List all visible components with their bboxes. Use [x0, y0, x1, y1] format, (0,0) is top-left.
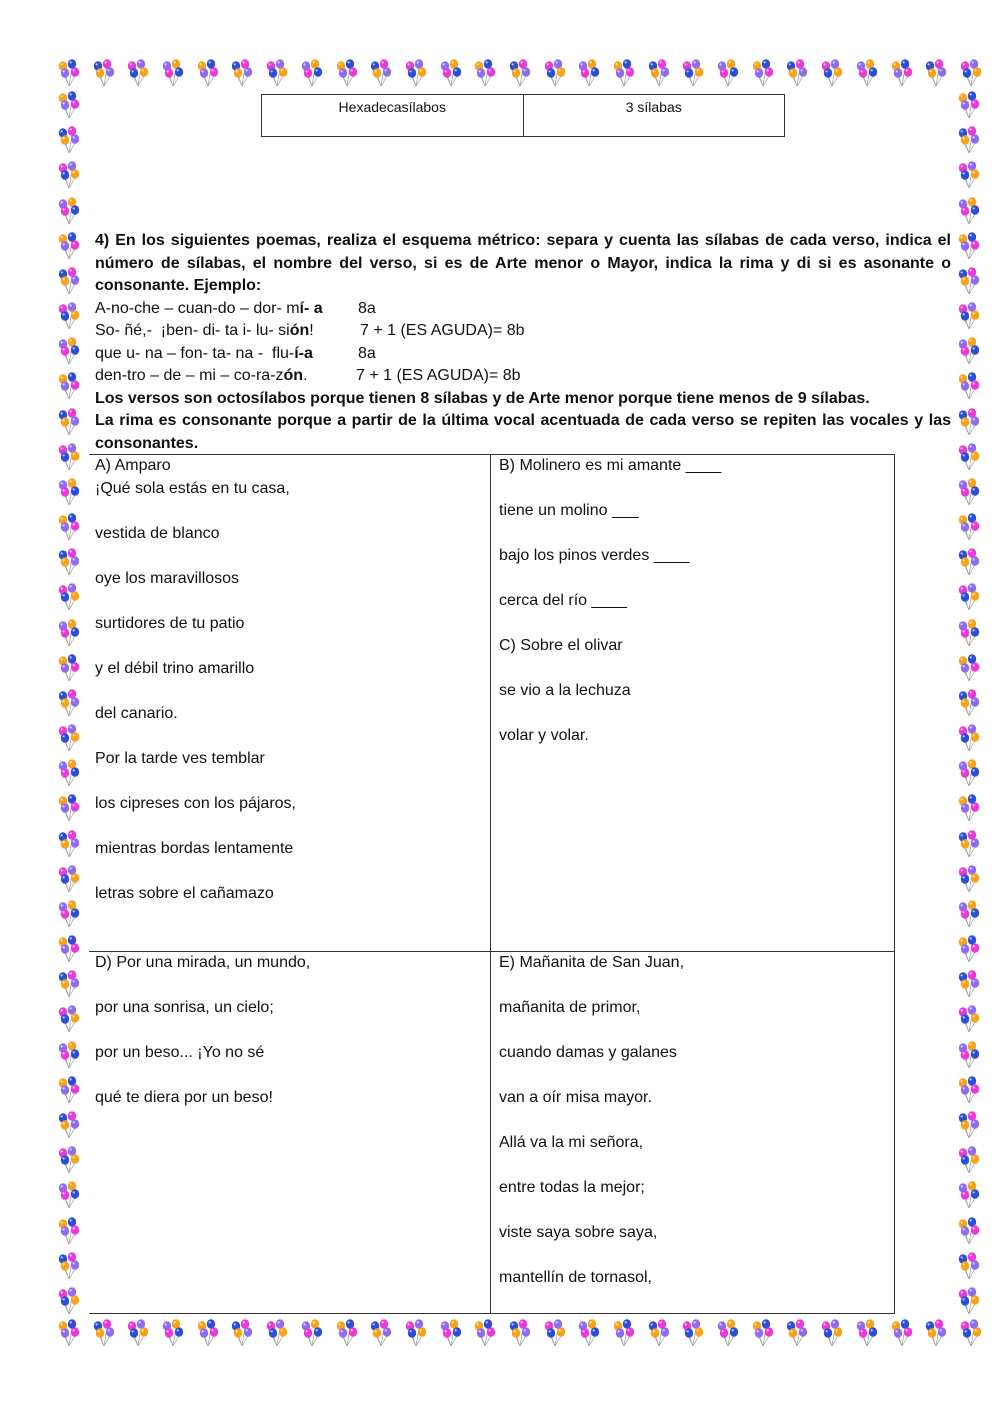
balloon-cluster-icon	[332, 58, 362, 88]
balloon-cluster-icon	[436, 58, 466, 88]
balloon-cluster-icon	[54, 1180, 84, 1210]
balloon-cluster-icon	[54, 1145, 84, 1175]
balloon-cluster-icon	[954, 758, 984, 788]
balloon-cluster-icon	[713, 58, 743, 88]
balloon-cluster-icon	[54, 1318, 84, 1348]
balloon-cluster-icon	[54, 688, 84, 718]
balloon-cluster-icon	[54, 125, 84, 155]
balloon-cluster-icon	[782, 1318, 812, 1348]
example-syllables: que u- na – fon- ta- na - flu-	[95, 344, 295, 362]
balloon-cluster-icon	[609, 1318, 639, 1348]
balloon-cluster-icon	[366, 58, 396, 88]
balloon-cluster-icon	[54, 1004, 84, 1034]
exercise-heading: 4) En los siguientes poemas, realiza el esquema métrico: separa y cuenta las sílabas de cada verso, indica el número de sílabas, el nombre del verso, si es de Arte menor o Mayor, indica la rima y di si es asonante o consonante. Ejemplo:	[95, 232, 951, 294]
balloon-cluster-icon	[954, 1216, 984, 1246]
balloon-cluster-icon	[123, 58, 153, 88]
balloon-cluster-icon	[609, 58, 639, 88]
poem-d-title: D) Por una mirada, un mundo,	[95, 954, 311, 971]
balloon-cluster-icon	[954, 864, 984, 894]
balloon-cluster-icon	[954, 512, 984, 542]
example-punct: .	[303, 367, 308, 384]
balloon-cluster-icon	[54, 196, 84, 226]
balloon-cluster-icon	[954, 1145, 984, 1175]
balloon-cluster-icon	[954, 90, 984, 120]
balloon-cluster-icon	[748, 1318, 778, 1348]
poem-line: letras sobre el cañamazo	[95, 885, 274, 902]
poem-line: ¡Qué sola estás en tu casa,	[95, 480, 290, 497]
balloon-cluster-icon	[297, 1318, 327, 1348]
balloon-cluster-icon	[89, 1318, 119, 1348]
balloon-cluster-icon	[954, 1286, 984, 1316]
balloon-cluster-icon	[227, 1318, 257, 1348]
balloon-cluster-icon	[54, 758, 84, 788]
balloon-cluster-icon	[954, 547, 984, 577]
balloon-cluster-icon	[366, 1318, 396, 1348]
balloon-cluster-icon	[54, 266, 84, 296]
poem-line: por un beso... ¡Yo no sé	[95, 1044, 265, 1061]
balloon-cluster-icon	[954, 1180, 984, 1210]
poem-line: qué te diera por un beso!	[95, 1089, 273, 1106]
balloon-cluster-icon	[782, 58, 812, 88]
balloon-cluster-icon	[470, 1318, 500, 1348]
poem-line: Por la tarde ves temblar	[95, 750, 265, 767]
balloon-cluster-icon	[158, 58, 188, 88]
balloon-cluster-icon	[954, 582, 984, 612]
balloon-cluster-icon	[123, 1318, 153, 1348]
balloon-cluster-icon	[954, 934, 984, 964]
example-syllables: So- ñé,- ¡ben- di- ta i- lu- si	[95, 322, 290, 339]
syllable-table-cell: 3 sílabas	[523, 95, 785, 136]
syllable-table	[261, 94, 785, 137]
poem-line: entre todas la mejor;	[499, 1179, 645, 1196]
conclusion-rhyme: La rima es consonante porque a partir de la última vocal acentuada de cada verso se repiten las vocales y las consonantes.	[95, 412, 951, 452]
balloon-cluster-icon	[54, 618, 84, 648]
example-count: 7 + 1 (ES AGUDA)= 8b	[360, 322, 525, 339]
balloon-cluster-icon	[54, 899, 84, 929]
balloon-cluster-icon	[954, 336, 984, 366]
balloon-cluster-icon	[54, 58, 84, 88]
balloon-border-left	[54, 90, 88, 1316]
example-count: 8a	[358, 344, 376, 362]
balloon-cluster-icon	[954, 371, 984, 401]
poem-e-cell	[490, 951, 895, 1313]
balloon-cluster-icon	[54, 1216, 84, 1246]
balloon-cluster-icon	[54, 829, 84, 859]
balloon-cluster-icon	[54, 864, 84, 894]
poem-line: viste saya sobre saya,	[499, 1224, 658, 1241]
balloon-border-bottom	[54, 1318, 986, 1352]
balloon-cluster-icon	[954, 1110, 984, 1140]
syllable-table-cell: Hexadecasílabos	[338, 99, 446, 115]
balloon-cluster-icon	[436, 1318, 466, 1348]
balloon-cluster-icon	[54, 231, 84, 261]
example-count: 7 + 1 (ES AGUDA)= 8b	[356, 367, 521, 384]
example-count: 8a	[358, 299, 376, 317]
balloon-cluster-icon	[505, 1318, 535, 1348]
example-line	[95, 320, 951, 343]
conclusion-meter: Los versos son octosílabos porque tienen 8 sílabas y de Arte menor porque tiene menos de 9 sílabas.	[95, 389, 870, 407]
balloon-cluster-icon	[89, 58, 119, 88]
balloon-cluster-icon	[54, 1110, 84, 1140]
poem-line: oye los maravillosos	[95, 570, 240, 587]
poem-line: surtidores de tu patio	[95, 615, 245, 632]
balloon-cluster-icon	[954, 793, 984, 823]
poem-line: del canario.	[95, 705, 178, 722]
balloon-border-top	[54, 58, 986, 92]
example-line	[95, 298, 951, 321]
balloon-cluster-icon	[227, 58, 257, 88]
poem-line: vestida de blanco	[95, 525, 220, 542]
poem-c-title: C) Sobre el olivar	[499, 637, 623, 654]
balloon-cluster-icon	[470, 58, 500, 88]
balloon-cluster-icon	[954, 1004, 984, 1034]
balloon-cluster-icon	[54, 407, 84, 437]
balloon-cluster-icon	[54, 723, 84, 753]
poem-b-title: B) Molinero es mi amante ____	[499, 457, 722, 474]
balloon-cluster-icon	[817, 58, 847, 88]
balloon-cluster-icon	[954, 231, 984, 261]
balloon-cluster-icon	[954, 125, 984, 155]
balloon-cluster-icon	[54, 969, 84, 999]
poem-line: volar y volar.	[499, 727, 589, 744]
balloon-cluster-icon	[297, 58, 327, 88]
balloon-cluster-icon	[921, 1318, 951, 1348]
balloon-cluster-icon	[954, 442, 984, 472]
balloon-cluster-icon	[954, 160, 984, 190]
poem-line: se vio a la lechuza	[499, 682, 631, 699]
balloon-cluster-icon	[54, 477, 84, 507]
poem-line: bajo los pinos verdes ____	[499, 547, 690, 564]
poem-line: Allá va la mi señora,	[499, 1134, 644, 1151]
balloon-cluster-icon	[954, 1040, 984, 1070]
poem-b-cell	[490, 455, 895, 951]
balloon-cluster-icon	[887, 58, 917, 88]
balloon-cluster-icon	[954, 653, 984, 683]
poem-line: cerca del río ____	[499, 592, 628, 609]
balloon-cluster-icon	[54, 442, 84, 472]
poem-line: van a oír misa mayor.	[499, 1089, 652, 1106]
balloon-cluster-icon	[54, 160, 84, 190]
poem-a-cell	[89, 455, 490, 951]
exercise-instructions	[95, 230, 951, 455]
balloon-cluster-icon	[748, 58, 778, 88]
balloon-cluster-icon	[54, 301, 84, 331]
balloon-cluster-icon	[852, 1318, 882, 1348]
balloon-cluster-icon	[954, 723, 984, 753]
example-stressed: í- a	[299, 299, 323, 317]
balloon-cluster-icon	[954, 618, 984, 648]
balloon-cluster-icon	[540, 1318, 570, 1348]
balloon-cluster-icon	[54, 371, 84, 401]
example-stressed: ón	[289, 322, 310, 339]
balloon-cluster-icon	[574, 58, 604, 88]
poem-d-cell	[89, 951, 490, 1313]
balloon-cluster-icon	[54, 582, 84, 612]
balloon-cluster-icon	[505, 58, 535, 88]
balloon-cluster-icon	[54, 512, 84, 542]
balloon-cluster-icon	[158, 1318, 188, 1348]
balloon-cluster-icon	[540, 58, 570, 88]
balloon-cluster-icon	[54, 653, 84, 683]
poem-a-title: A) Amparo	[95, 457, 171, 474]
balloon-cluster-icon	[644, 1318, 674, 1348]
balloon-cluster-icon	[954, 1251, 984, 1281]
balloon-cluster-icon	[678, 58, 708, 88]
balloon-cluster-icon	[262, 1318, 292, 1348]
balloon-cluster-icon	[954, 266, 984, 296]
balloon-cluster-icon	[954, 688, 984, 718]
poem-line: y el débil trino amarillo	[95, 660, 255, 677]
poem-line: mañanita de primor,	[499, 999, 641, 1016]
balloon-cluster-icon	[956, 1318, 986, 1348]
balloon-cluster-icon	[678, 1318, 708, 1348]
poem-line: por una sonrisa, un cielo;	[95, 999, 274, 1016]
balloon-cluster-icon	[954, 477, 984, 507]
balloon-cluster-icon	[852, 58, 882, 88]
example-syllables: A-no-che – cuan-do – dor- m	[95, 299, 300, 317]
balloon-cluster-icon	[193, 1318, 223, 1348]
balloon-cluster-icon	[954, 969, 984, 999]
balloon-cluster-icon	[887, 1318, 917, 1348]
poem-line: cuando damas y galanes	[499, 1044, 677, 1061]
balloon-cluster-icon	[54, 1075, 84, 1105]
balloon-cluster-icon	[954, 301, 984, 331]
example-syllables: den-tro – de – mi – co-ra-z	[95, 367, 284, 384]
poem-line: tiene un molino ___	[499, 502, 639, 519]
balloon-cluster-icon	[332, 1318, 362, 1348]
example-line	[95, 343, 951, 366]
balloon-cluster-icon	[954, 407, 984, 437]
balloon-cluster-icon	[262, 58, 292, 88]
balloon-cluster-icon	[956, 58, 986, 88]
balloon-cluster-icon	[54, 547, 84, 577]
balloon-cluster-icon	[644, 58, 674, 88]
example-stressed: í-a	[294, 344, 313, 362]
example-stressed: ón	[283, 367, 304, 384]
balloon-cluster-icon	[954, 196, 984, 226]
balloon-cluster-icon	[54, 1286, 84, 1316]
poem-line: los cipreses con los pájaros,	[95, 795, 296, 812]
balloon-cluster-icon	[54, 336, 84, 366]
poems-table	[89, 454, 895, 1314]
balloon-cluster-icon	[54, 90, 84, 120]
poem-line: mientras bordas lentamente	[95, 840, 294, 857]
balloon-cluster-icon	[401, 58, 431, 88]
balloon-cluster-icon	[54, 793, 84, 823]
balloon-cluster-icon	[401, 1318, 431, 1348]
balloon-cluster-icon	[817, 1318, 847, 1348]
balloon-cluster-icon	[954, 899, 984, 929]
balloon-cluster-icon	[54, 1040, 84, 1070]
balloon-cluster-icon	[54, 1251, 84, 1281]
balloon-cluster-icon	[574, 1318, 604, 1348]
balloon-cluster-icon	[54, 934, 84, 964]
example-line	[95, 365, 951, 388]
balloon-cluster-icon	[713, 1318, 743, 1348]
poem-line: mantellín de tornasol,	[499, 1269, 652, 1286]
balloon-cluster-icon	[193, 58, 223, 88]
example-punct: !	[309, 322, 314, 339]
balloon-cluster-icon	[921, 58, 951, 88]
balloon-cluster-icon	[954, 1075, 984, 1105]
balloon-border-right	[954, 90, 988, 1316]
poem-e-title: E) Mañanita de San Juan,	[499, 954, 685, 971]
balloon-cluster-icon	[954, 829, 984, 859]
